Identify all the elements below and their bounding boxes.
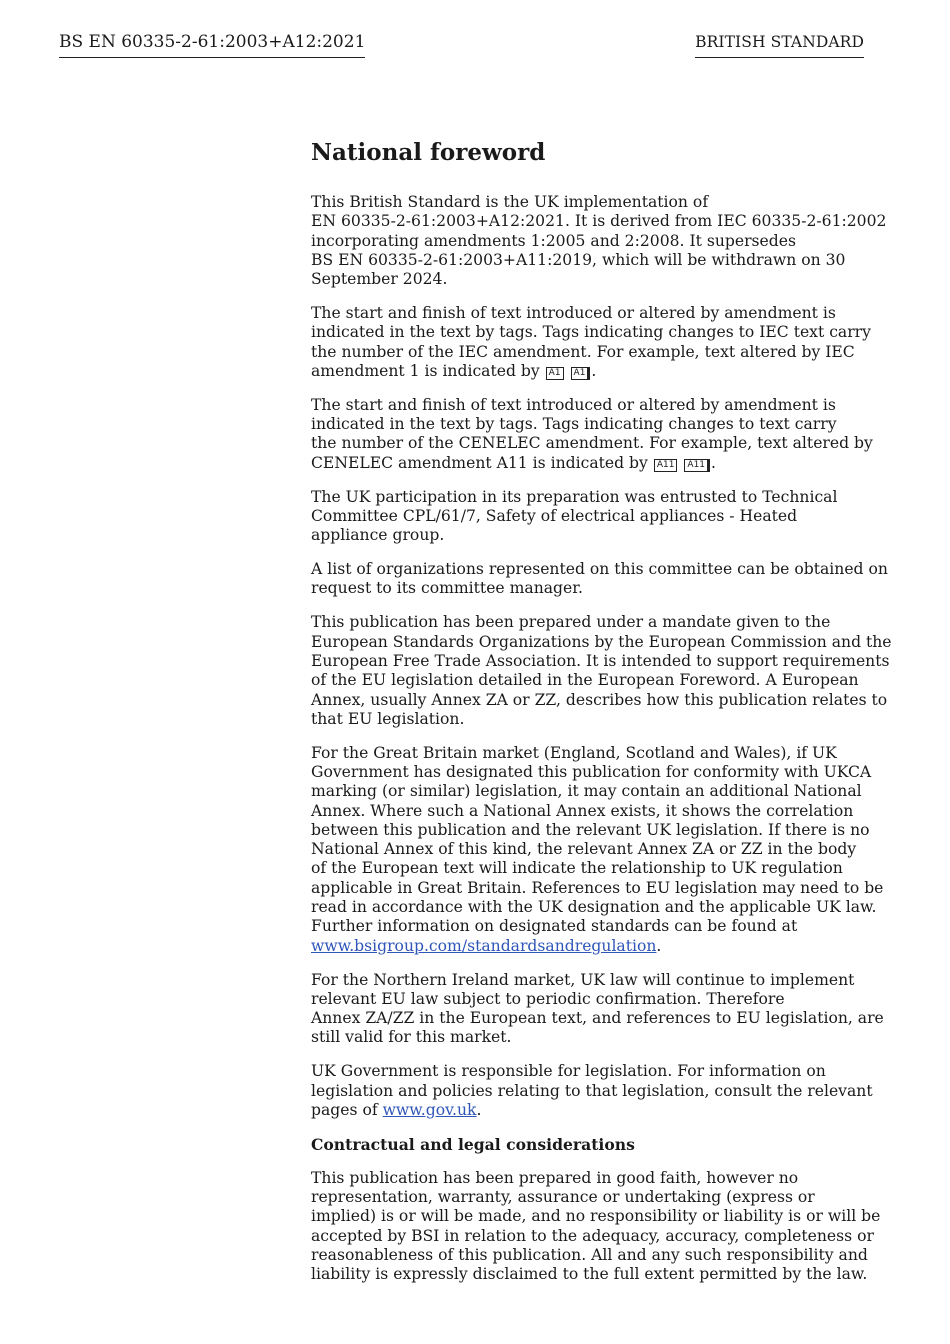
text-line: appliance group. xyxy=(311,526,445,545)
text-line: Further information on designated standards can be found at xyxy=(311,917,798,936)
text-line: legislation and policies relating to that legislation, consult the relevant xyxy=(311,1081,873,1100)
text-line: request to its committee manager. xyxy=(311,579,583,598)
paragraph-implementation xyxy=(311,193,887,289)
text-fragment: CENELEC amendment A11 is indicated by xyxy=(311,453,648,472)
text-line: Annex ZA/ZZ in the European text, and references to EU legislation, are xyxy=(311,1009,884,1028)
text-line: The UK participation in its preparation was entrusted to Technical xyxy=(311,487,838,506)
text-line: indicated in the text by tags. Tags indicating changes to text carry xyxy=(311,415,837,434)
text-line: relevant EU law subject to periodic confirmation. Therefore xyxy=(311,989,785,1008)
text-line: September 2024. xyxy=(311,270,448,289)
document-code-header: BS EN 60335-2-61:2003+A12:2021 xyxy=(59,31,365,58)
text-line: Committee CPL/61/7, Safety of electrical appliances - Heated xyxy=(311,506,798,525)
text-line: incorporating amendments 1:2005 and 2:2008. It supersedes xyxy=(311,231,796,250)
text-line: liability is expressly disclaimed to the full extent permitted by the law. xyxy=(311,1265,868,1284)
page-title: National foreword xyxy=(311,139,546,166)
text-line: Annex. Where such a National Annex exists, it shows the correlation xyxy=(311,801,854,820)
text-line: The start and finish of text introduced or altered by amendment is xyxy=(311,395,836,414)
text-line: between this publication and the relevant UK legislation. If there is no xyxy=(311,820,870,839)
text-line: indicated in the text by tags. Tags indicating changes to IEC text carry xyxy=(311,323,871,342)
text-fragment: amendment 1 is indicated by xyxy=(311,361,540,380)
paragraph-northern-ireland xyxy=(311,970,884,1048)
text-fragment: pages of xyxy=(311,1100,378,1119)
text-line: Annex, usually Annex ZA or ZZ, describes how this publication relates to xyxy=(311,690,888,709)
paragraph-organizations xyxy=(311,560,888,599)
text-line: European Standards Organizations by the European Commission and the xyxy=(311,632,892,651)
text-line: the number of the CENELEC amendment. For example, text altered by xyxy=(311,434,873,453)
text-line: of the European text will indicate the relationship to UK regulation xyxy=(311,859,843,878)
amendment-end-tag-icon: A1 xyxy=(571,367,591,380)
text-line: that EU legislation. xyxy=(311,709,465,728)
text-line: CENELEC amendment A11 is indicated by A11 A11 . xyxy=(311,453,716,472)
amendment-start-tag-icon: A1 xyxy=(546,367,564,380)
text-line: accepted by BSI in relation to the adequacy, accuracy, completeness or xyxy=(311,1226,874,1245)
text-line: marking (or similar) legislation, it may contain an additional National xyxy=(311,782,862,801)
text-line: This British Standard is the UK implementation of xyxy=(311,193,709,211)
text-line: representation, warranty, assurance or undertaking (express or xyxy=(311,1188,815,1206)
text-line: This publication has been prepared in good faith, however no xyxy=(311,1168,799,1187)
paragraph-great-britain xyxy=(311,743,884,956)
text-line: still valid for this market. xyxy=(311,1028,512,1047)
publisher-header: BRITISH STANDARD xyxy=(695,31,864,58)
text-line: This publication has been prepared under a mandate given to the xyxy=(311,613,831,632)
paragraph-disclaimer xyxy=(311,1168,881,1285)
text-line: EN 60335-2-61:2003+A12:2021. It is derived from IEC 60335-2-61:2002 xyxy=(311,212,887,231)
bsigroup-link[interactable]: www.bsigroup.com/standardsandregulation xyxy=(311,936,657,955)
text-line: applicable in Great Britain. References to EU legislation may need to be xyxy=(311,878,884,897)
text-line: read in accordance with the UK designation and the applicable UK law. xyxy=(311,898,877,917)
text-line: BS EN 60335-2-61:2003+A11:2019, which will be withdrawn on 30 xyxy=(311,250,846,269)
text-line: www.bsigroup.com/standardsandregulation. xyxy=(311,936,662,955)
text-line: UK Government is responsible for legislation. For information on xyxy=(311,1062,826,1081)
text-line: Government has designated this publication for conformity with UKCA xyxy=(311,762,872,781)
text-line: of the EU legislation detailed in the European Foreword. A European xyxy=(311,671,859,690)
paragraph-uk-government xyxy=(311,1062,871,1120)
text-line: pages of www.gov.uk. xyxy=(311,1100,482,1119)
text-line: For the Northern Ireland market, UK law will continue to implement xyxy=(311,970,855,989)
gov-uk-link[interactable]: www.gov.uk xyxy=(382,1100,477,1119)
text-line: implied) is or will be made, and no responsibility or liability is or will be xyxy=(311,1207,881,1226)
paragraph-mandate xyxy=(311,613,892,729)
amendment-start-tag-icon: A11 xyxy=(654,459,678,472)
paragraph-iec-tags xyxy=(311,304,871,381)
main-content xyxy=(311,138,892,1299)
text-line: the number of the IEC amendment. For example, text altered by IEC xyxy=(311,342,855,361)
paragraph-cenelec-tags xyxy=(311,396,871,473)
text-line: European Free Trade Association. It is intended to support requirements xyxy=(311,651,890,670)
section-heading-contractual: Contractual and legal considerations xyxy=(311,1134,635,1154)
text-line: The start and finish of text introduced or altered by amendment is xyxy=(311,304,836,323)
amendment-end-tag-icon: A11 xyxy=(684,459,710,472)
text-line: National Annex of this kind, the relevant Annex ZA or ZZ in the body xyxy=(311,840,857,859)
text-line: A list of organizations represented on this committee can be obtained on xyxy=(311,560,888,579)
text-line: For the Great Britain market (England, Scotland and Wales), if UK xyxy=(311,743,837,762)
text-line: reasonableness of this publication. All and any such responsibility and xyxy=(311,1245,868,1264)
text-line: amendment 1 is indicated by A1 A1 . xyxy=(311,361,597,380)
paragraph-committee xyxy=(311,488,871,546)
